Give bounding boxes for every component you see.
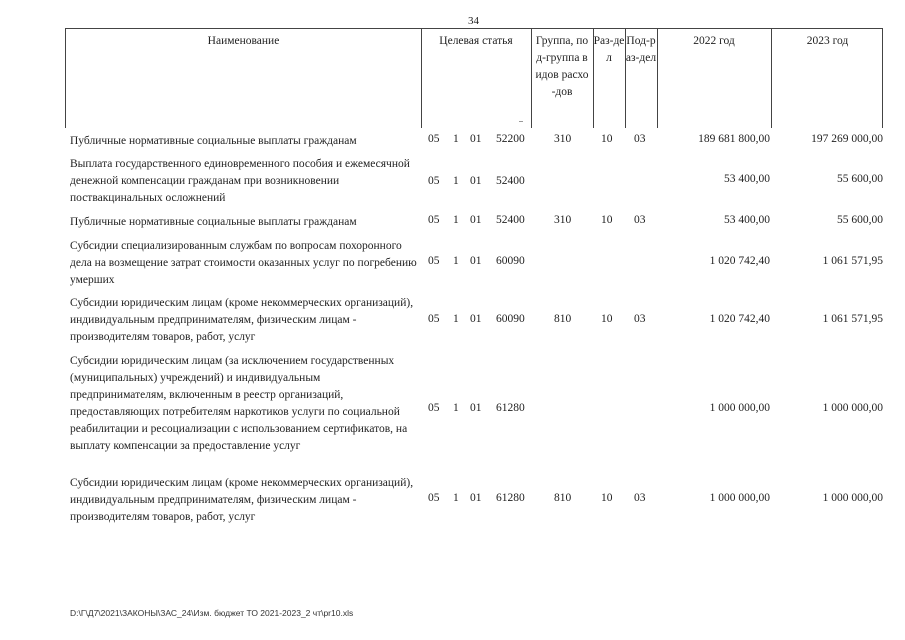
row-name: Публичные нормативные социальные выплаты гражданам (70, 135, 357, 147)
page-number: 34 (468, 15, 479, 27)
target-code-2: 1 (453, 492, 459, 504)
target-code-4: 61280 (496, 402, 525, 414)
target-code-2: 1 (453, 255, 459, 267)
amount-2023: 1 061 571,95 (822, 255, 883, 267)
row-name: Субсидии юридическим лицам (за исключением государственных (муниципальных) учреждений) и индивидуальным предпринимателям, включенным в реестр организаций, предоставляющих потребителям наркотиков услуги по социальной реабилитации и ресоциализации с использованием сертификатов, на выплату компенсации за предоставление услуг (70, 355, 408, 452)
section-code: 10 (601, 214, 613, 226)
amount-2023: 1 000 000,00 (822, 402, 883, 414)
target-code-2: 1 (453, 175, 459, 187)
amount-2023: 1 061 571,95 (822, 313, 883, 325)
target-code-3: 01 (470, 214, 482, 226)
subsection-code: 03 (634, 214, 646, 226)
header-subsection: Под-раз-дел (625, 35, 657, 64)
amount-2022: 53 400,00 (724, 214, 770, 226)
group-code: 310 (554, 133, 572, 145)
amount-2023: 1 000 000,00 (822, 492, 883, 504)
row-name: Публичные нормативные социальные выплаты гражданам (70, 216, 357, 228)
target-code-1: 05 (428, 492, 440, 504)
header-expense-group: Группа, под-группа видов расхо-дов (535, 35, 589, 98)
target-code-3: 01 (470, 492, 482, 504)
target-code-2: 1 (453, 402, 459, 414)
section-code: 10 (601, 492, 613, 504)
file-path-footer: D:\Г\Д7\2021\ЗАКОНЫ\ЗАС_24\Изм. бюджет ТО 2021-2023_2 чт\pr10.xls (70, 608, 354, 618)
target-code-1: 05 (428, 402, 440, 414)
target-code-4: 61280 (496, 492, 525, 504)
target-code-3: 01 (470, 313, 482, 325)
row-name: Субсидии юридическим лицам (кроме некоммерческих организаций), индивидуальным предпринимателям, физическим лицам - производителям товаров, работ, услуг (70, 297, 414, 343)
amount-2023: 55 600,00 (837, 214, 883, 226)
subsection-code: 03 (634, 313, 646, 325)
group-code: 810 (554, 492, 572, 504)
target-code-4: 52400 (496, 175, 525, 187)
group-code: 810 (554, 313, 572, 325)
row-name: Выплата государственного единовременного пособия и ежемесячной денежной компенсации гражданам при возникновении поствакцинальных осложнений (70, 158, 410, 204)
header-year-2022: 2022 год (693, 35, 735, 47)
header-year-2023: 2023 год (806, 35, 849, 47)
amount-2022: 189 681 800,00 (698, 133, 770, 145)
subsection-code: 03 (634, 133, 646, 145)
target-code-1: 05 (428, 313, 440, 325)
target-code-4: 52400 (496, 214, 525, 226)
section-code: 10 (601, 133, 613, 145)
amount-2023: 197 269 000,00 (811, 133, 883, 145)
target-code-4: 60090 (496, 313, 525, 325)
section-code: 10 (601, 313, 613, 325)
amount-2022: 1 000 000,00 (709, 492, 770, 504)
table-header (65, 28, 883, 128)
target-code-2: 1 (453, 133, 459, 145)
target-code-3: 01 (470, 175, 482, 187)
amount-2022: 1 020 742,40 (709, 255, 770, 267)
amount-2022: 1 000 000,00 (709, 402, 770, 414)
subsection-code: 03 (634, 492, 646, 504)
target-code-1: 05 (428, 175, 440, 187)
amount-2022: 53 400,00 (724, 173, 770, 185)
target-code-1: 05 (428, 133, 440, 145)
target-code-2: 1 (453, 313, 459, 325)
header-section: Раз-дел (593, 35, 625, 64)
header-name: Наименование (207, 35, 280, 47)
target-code-1: 05 (428, 255, 440, 267)
group-code: 310 (554, 214, 572, 226)
target-code-4: 52200 (496, 133, 525, 145)
target-code-3: 01 (470, 133, 482, 145)
header-target-article: Целевая статья (439, 35, 513, 47)
amount-2023: 55 600,00 (837, 173, 883, 185)
amount-2022: 1 020 742,40 (709, 313, 770, 325)
target-code-3: 01 (470, 402, 482, 414)
row-name: Субсидии юридическим лицам (кроме некоммерческих организаций), индивидуальным предпринимателям, физическим лицам - производителям товаров, работ, услуг (70, 477, 414, 523)
target-code-2: 1 (453, 214, 459, 226)
target-code-3: 01 (470, 255, 482, 267)
target-code-4: 60090 (496, 255, 525, 267)
row-name: Субсидии специализированным службам по вопросам похоронного дела на возмещение затрат стоимости оказанных услуг по погребению умерших (70, 240, 417, 286)
target-code-1: 05 (428, 214, 440, 226)
